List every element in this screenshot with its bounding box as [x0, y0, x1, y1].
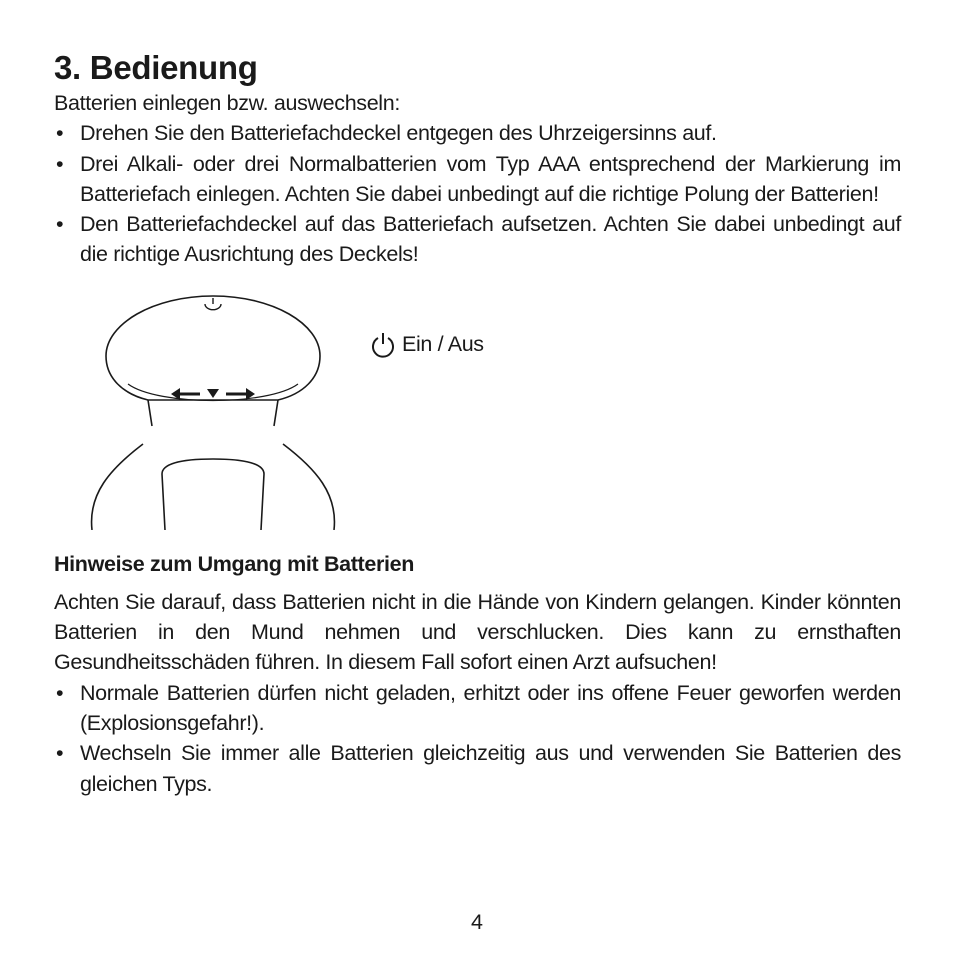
- bullet-marker: •: [56, 151, 64, 176]
- battery-notes-list: [54, 678, 901, 799]
- power-legend-label: Ein / Aus: [402, 332, 484, 357]
- intro-text: Batterien einlegen bzw. auswechseln:: [54, 91, 400, 115]
- list-item: [54, 149, 901, 210]
- battery-notes-paragraph: Achten Sie darauf, dass Batterien nicht in die Hände von Kindern gelangen. Kinder könnten Batterien in den Mund nehmen und verschlucken. Dies kann zu ernsthaften Gesundheitsschäden führen. In diesem Fall sofort einen Arzt aufsuchen!: [54, 589, 901, 675]
- list-item: [54, 209, 901, 270]
- bullet-marker: •: [56, 212, 64, 237]
- page-number: 4: [471, 910, 483, 934]
- note-text: Wechseln Sie immer alle Batterien gleichzeitig aus und verwenden Sie Batterien des gleichen Typs.: [80, 741, 901, 796]
- battery-steps-list: [54, 118, 901, 269]
- bullet-marker: •: [56, 741, 64, 766]
- step-text: Den Batteriefachdeckel auf das Batteriefach aufsetzen. Achten Sie dabei unbedingt auf die richtige Ausrichtung des Deckels!: [80, 212, 901, 267]
- list-item: [54, 678, 901, 739]
- note-text: Normale Batterien dürfen nicht geladen, erhitzt oder ins offene Feuer geworfen werden (Explosionsgefahr!).: [80, 680, 901, 735]
- list-item: [54, 738, 901, 799]
- device-figure: [54, 294, 901, 530]
- bullet-marker: •: [56, 121, 64, 146]
- battery-notes-title: Hinweise zum Umgang mit Batterien: [54, 551, 414, 576]
- list-item: [54, 118, 901, 148]
- device-illustration: [88, 294, 338, 530]
- power-legend: [370, 332, 484, 358]
- page-title: 3. Bedienung: [54, 49, 258, 86]
- step-text: Drehen Sie den Batteriefachdeckel entgegen des Uhrzeigersinns auf.: [80, 121, 717, 146]
- power-icon: [370, 332, 396, 358]
- page-content: [54, 48, 901, 799]
- bullet-marker: •: [56, 680, 64, 705]
- step-text: Drei Alkali- oder drei Normalbatterien vom Typ AAA entsprechend der Markierung im Batteriefach einlegen. Achten Sie dabei unbedingt auf die richtige Polung der Batterien!: [80, 151, 901, 206]
